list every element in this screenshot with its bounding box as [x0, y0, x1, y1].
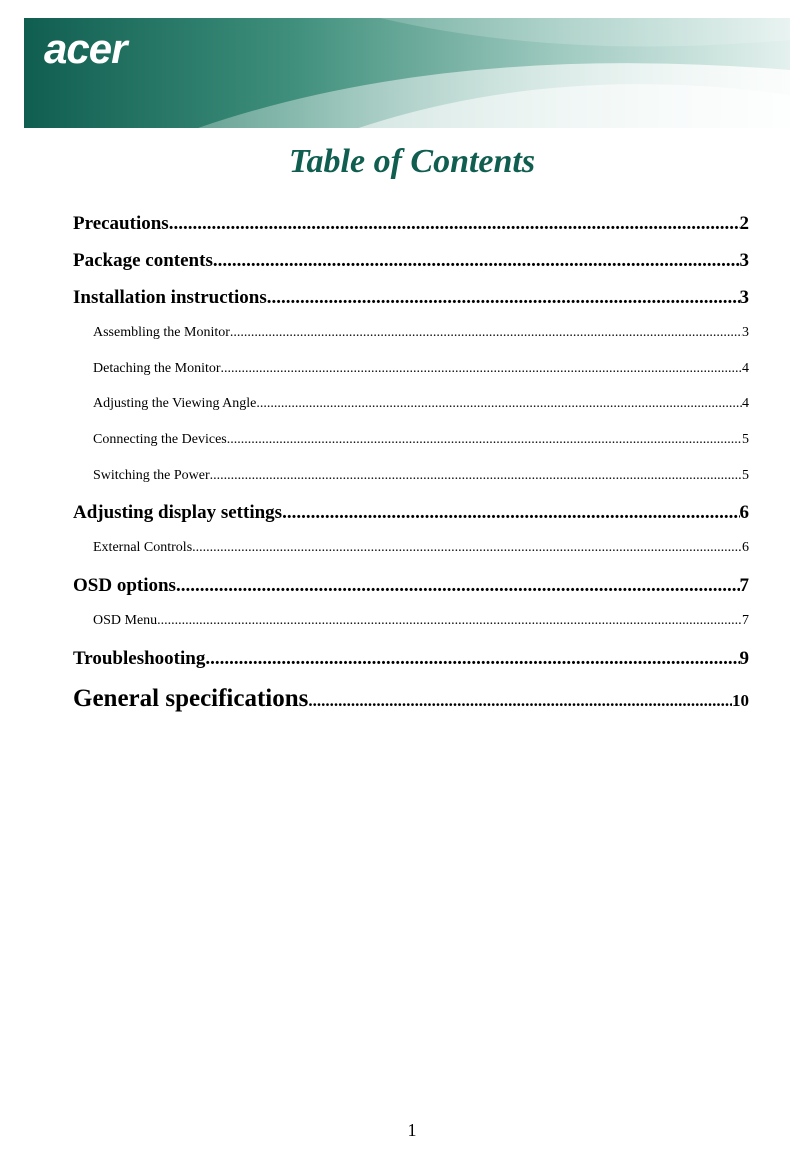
toc-entry-label: External Controls — [93, 540, 193, 556]
dot-leader — [157, 601, 742, 637]
toc-entry-label: General specifications — [73, 684, 309, 712]
dot-leader — [221, 349, 742, 385]
toc-entry-label: Troubleshooting — [73, 647, 206, 669]
toc-entry-label: OSD options — [73, 575, 176, 597]
dot-leader — [169, 202, 740, 239]
toc-entry-page: 9 — [739, 647, 749, 669]
toc-entry-adjusting-display-settings[interactable] — [73, 491, 749, 528]
page-title: Table of Contents — [288, 143, 536, 180]
toc-entry-precautions[interactable] — [73, 202, 749, 239]
toc-entry-page: 4 — [742, 396, 749, 412]
toc-entry-page: 5 — [742, 467, 749, 483]
toc-entry-label: Adjusting the Viewing Angle — [93, 396, 257, 412]
dot-leader — [210, 456, 742, 492]
toc-entry-page: 6 — [742, 540, 749, 556]
toc-entry-installation-instructions[interactable] — [73, 276, 749, 313]
toc-entry-osd-options[interactable] — [73, 564, 749, 601]
toc-entry-page: 5 — [742, 432, 749, 448]
dot-leader — [192, 528, 742, 564]
header-banner — [0, 0, 808, 145]
toc-entry-page: 3 — [742, 325, 749, 340]
toc-entry-label: OSD Menu — [93, 613, 158, 629]
toc-entry-external-controls[interactable] — [73, 528, 749, 564]
toc-entry-label: Installation instructions — [73, 287, 267, 308]
banner-graphic — [0, 0, 808, 145]
toc-entry-page: 7 — [742, 613, 749, 629]
toc-entry-general-specifications[interactable] — [73, 676, 749, 722]
toc-entry-troubleshooting[interactable] — [73, 637, 749, 674]
toc-entry-switching-the-power[interactable] — [73, 456, 749, 492]
toc-entry-page: 7 — [739, 575, 749, 597]
dot-leader — [227, 420, 742, 456]
toc-entry-osd-menu[interactable] — [73, 601, 749, 637]
dot-leader — [230, 313, 742, 349]
toc-entry-page: 3 — [739, 287, 749, 308]
toc-entry-page: 4 — [742, 360, 749, 376]
toc-entry-label: Adjusting display settings — [73, 502, 283, 524]
toc-entry-label: Connecting the Devices — [93, 432, 227, 448]
toc-entry-label: Detaching the Monitor — [93, 360, 221, 376]
dot-leader — [205, 637, 739, 674]
toc-entry-connecting-the-devices[interactable] — [73, 420, 749, 456]
dot-leader — [308, 678, 732, 722]
dot-leader — [256, 384, 742, 420]
toc-entry-detaching-the-monitor[interactable] — [73, 349, 749, 385]
dot-leader — [267, 276, 740, 313]
toc-entry-assembling-the-monitor[interactable] — [73, 313, 749, 349]
toc-entry-label: Assembling the Monitor — [93, 325, 230, 340]
toc-entry-adjusting-the-viewing-angle[interactable] — [73, 384, 749, 420]
acer-logo: acer — [44, 25, 127, 72]
toc-entry-label: Package contents — [73, 250, 213, 271]
toc-entry-label: Precautions — [73, 213, 169, 234]
toc-entry-page: 2 — [739, 213, 749, 234]
dot-leader — [213, 239, 740, 276]
toc-entry-package-contents[interactable] — [73, 239, 749, 276]
toc-entry-page: 6 — [739, 502, 749, 524]
table-of-contents — [73, 202, 749, 722]
page-number: 1 — [407, 1120, 417, 1140]
toc-entry-label: Switching the Power — [93, 467, 210, 483]
dot-leader — [176, 564, 740, 601]
toc-entry-page: 10 — [732, 690, 749, 710]
toc-entry-page: 3 — [739, 250, 749, 271]
dot-leader — [282, 491, 739, 528]
